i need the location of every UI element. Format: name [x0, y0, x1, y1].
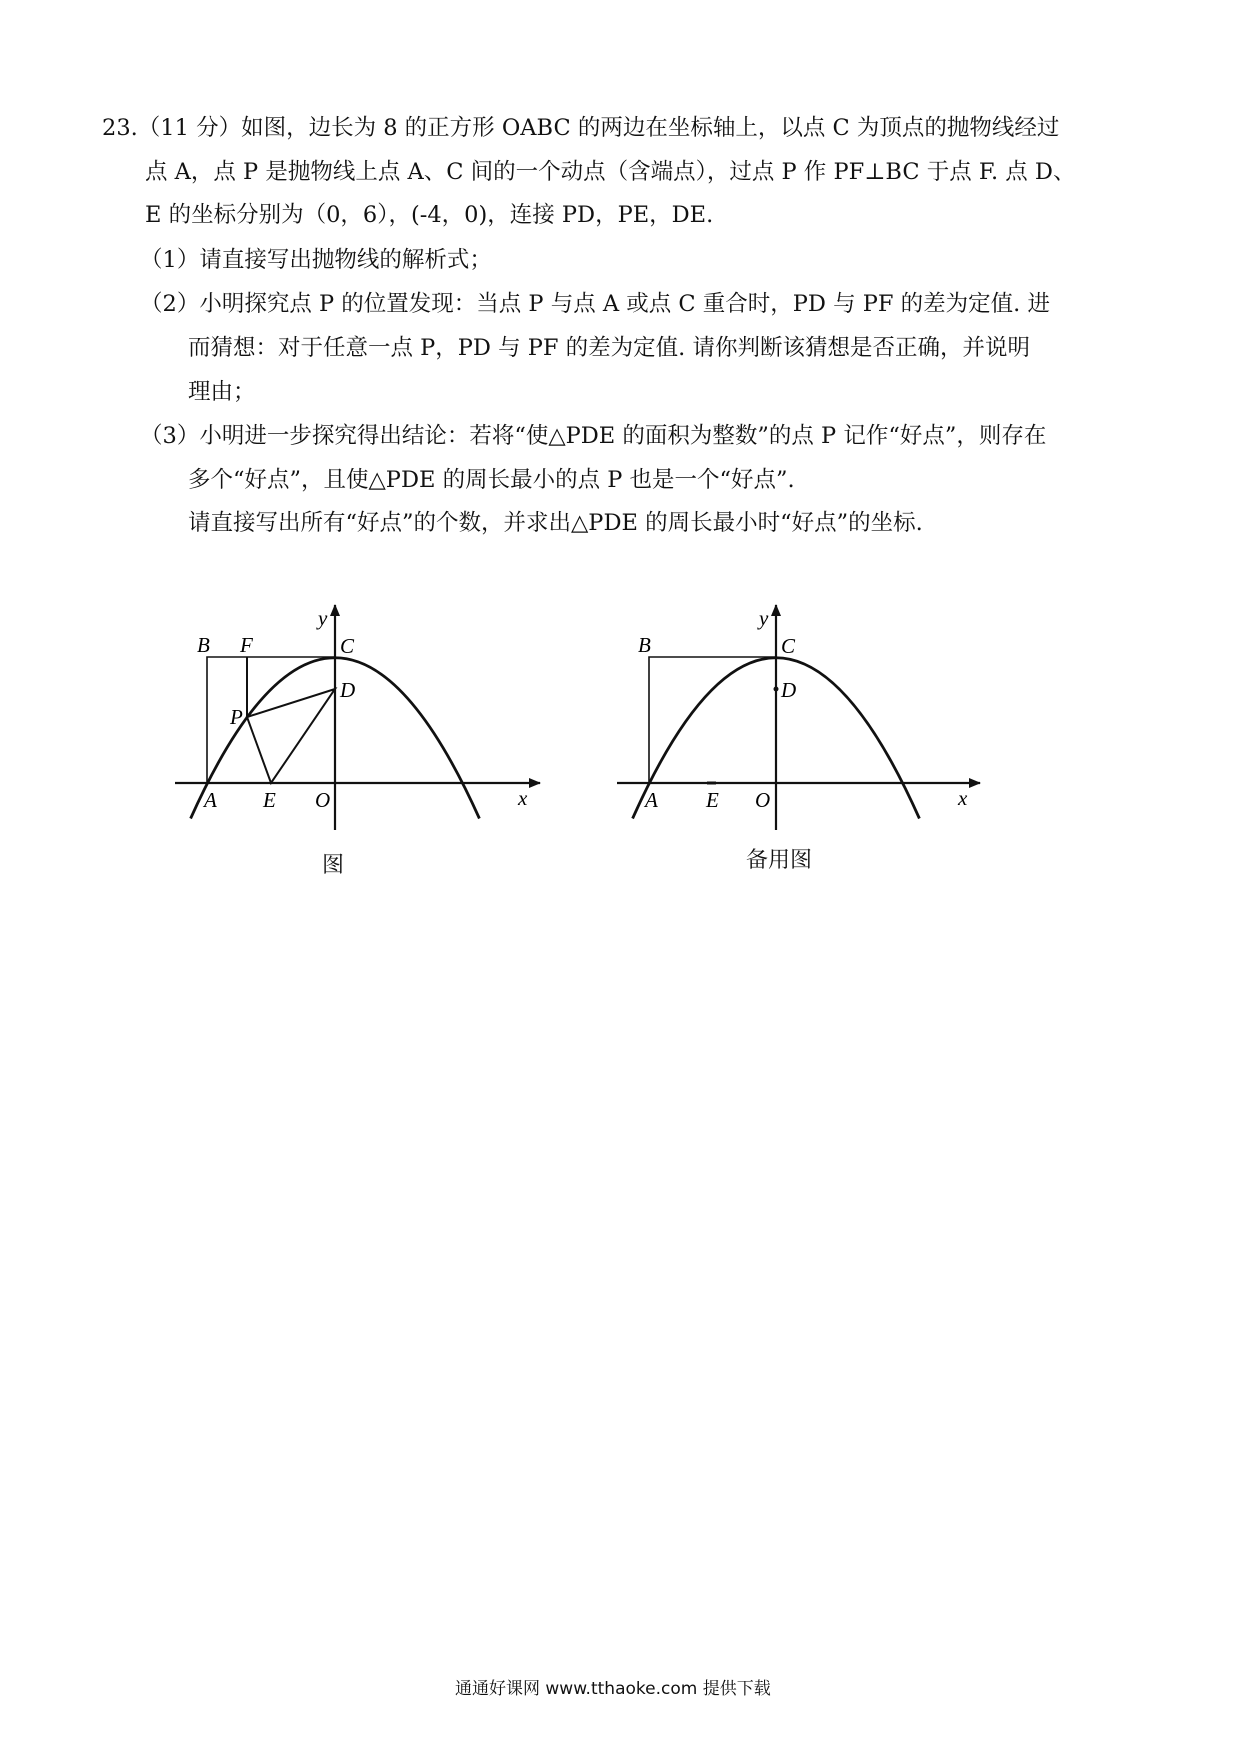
- figure-main-caption: 图: [322, 853, 345, 878]
- question-line-3: E 的坐标分别为（0，6），(-4，0)，连接 PD，PE，DE.: [145, 202, 714, 228]
- question-line-1: 23.（11 分）如图，边长为 8 的正方形 OABC 的两边在坐标轴上，以点 C 为顶点的抛物线经过: [102, 115, 1060, 141]
- fig2-point-D: [774, 687, 779, 692]
- fig1-label-B: B: [197, 633, 210, 657]
- page-footer: 通通好课网 www.tthaoke.com 提供下载: [455, 1679, 771, 1699]
- fig2-label-B: B: [638, 633, 651, 657]
- fig1-label-C: C: [340, 634, 355, 658]
- question-part-1: （1）请直接写出抛物线的解析式；: [140, 247, 492, 273]
- question-part-2-line-3: 理由；: [188, 379, 256, 405]
- question-part-3-line-1: （3）小明进一步探究得出结论：若将“使△PDE 的面积为整数”的点 P 记作“好点”，则存在: [140, 423, 1047, 449]
- fig2-label-E: E: [706, 788, 719, 812]
- fig1-triangle-PDE: [247, 689, 335, 783]
- question-part-3-line-2: 多个“好点”，且使△PDE 的周长最小的点 P 也是一个“好点”.: [188, 467, 795, 493]
- fig2-label-A: A: [645, 788, 658, 812]
- fig2-label-O: O: [755, 788, 771, 812]
- question-part-3-line-3: 请直接写出所有“好点”的个数，并求出△PDE 的周长最小时“好点”的坐标.: [188, 510, 923, 536]
- fig2-label-D: D: [781, 678, 797, 702]
- fig1-label-F: F: [240, 633, 253, 657]
- fig2-label-C: C: [781, 634, 796, 658]
- question-line-2: 点 A，点 P 是抛物线上点 A、C 间的一个动点（含端点），过点 P 作 PF⊥BC 于点 F. 点 D、: [145, 159, 1076, 185]
- fig1-label-y: y: [318, 606, 328, 630]
- fig1-parabola: [191, 658, 480, 819]
- fig2-square: [649, 657, 776, 783]
- fig1-label-E: E: [263, 788, 276, 812]
- fig2-label-x: x: [958, 786, 968, 810]
- fig1-square: [207, 657, 335, 783]
- fig2-label-y: y: [759, 606, 769, 630]
- question-part-2-line-1: （2）小明探究点 P 的位置发现：当点 P 与点 A 或点 C 重合时，PD 与 PF 的差为定值. 进: [140, 291, 1050, 317]
- fig1-label-A: A: [204, 788, 217, 812]
- fig1-label-P: P: [230, 705, 243, 729]
- fig1-label-O: O: [315, 788, 331, 812]
- question-part-2-line-2: 而猜想：对于任意一点 P，PD 与 PF 的差为定值. 请你判断该猜想是否正确，并说明: [188, 335, 1030, 361]
- fig1-label-x: x: [518, 786, 528, 810]
- fig1-label-D: D: [340, 678, 356, 702]
- figure-spare-caption: 备用图: [746, 848, 813, 873]
- fig2-parabola: [633, 658, 920, 819]
